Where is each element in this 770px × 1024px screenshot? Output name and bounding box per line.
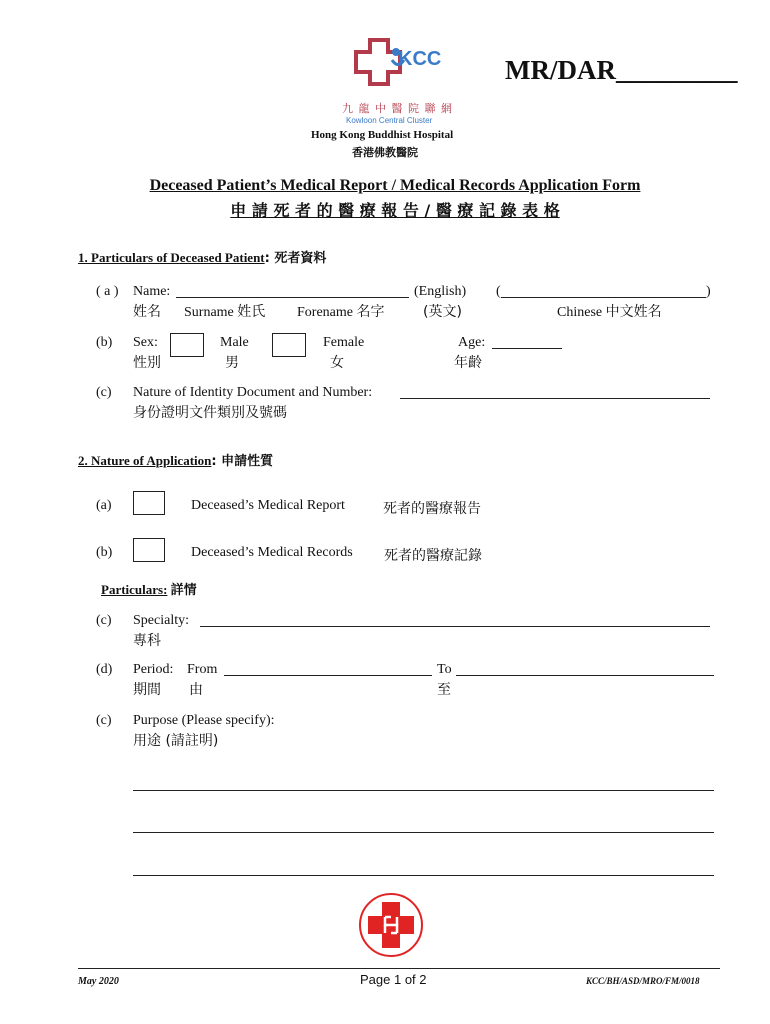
logo-en: Kowloon Central Cluster bbox=[346, 116, 433, 125]
hospital-en: Hong Kong Buddhist Hospital bbox=[311, 129, 454, 141]
ref-blank: _________ bbox=[615, 55, 738, 85]
footer-date: May 2020 bbox=[78, 976, 119, 987]
forename-label: Forename 名字 bbox=[297, 305, 385, 320]
section1-heading-en: 1. Particulars of Deceased Patient bbox=[78, 250, 265, 265]
report-marker: (a) bbox=[96, 498, 112, 513]
records-label: Deceased’s Medical Records bbox=[191, 545, 353, 560]
particulars-cn: 詳情 bbox=[170, 583, 197, 598]
manji-cross-icon bbox=[358, 892, 424, 958]
chinese-name-label: Chinese 中文姓名 bbox=[557, 305, 662, 320]
sex-marker: (b) bbox=[96, 335, 113, 350]
section2-heading-en: 2. Nature of Application bbox=[78, 453, 212, 468]
sex-cn: 性別 bbox=[133, 355, 161, 371]
english-label: (English) bbox=[414, 284, 467, 299]
female-checkbox[interactable] bbox=[272, 333, 306, 357]
sex-label: Sex: bbox=[133, 335, 158, 350]
name-label: Name: bbox=[133, 284, 171, 299]
title-en: Deceased Patient’s Medical Report / Medical Records Application Form bbox=[149, 177, 641, 194]
purpose-line-1[interactable] bbox=[133, 790, 714, 791]
purpose-line-3[interactable] bbox=[133, 875, 714, 876]
to-field[interactable] bbox=[456, 675, 714, 676]
male-checkbox[interactable] bbox=[170, 333, 204, 357]
english-cn-label: (英文) bbox=[423, 304, 462, 320]
ref-label: MR/DAR bbox=[505, 55, 616, 85]
section2-heading-cn: : 申請性質 bbox=[211, 454, 274, 469]
age-label: Age: bbox=[458, 335, 486, 350]
name-marker: ( a ) bbox=[96, 284, 119, 299]
id-label: Nature of Identity Document and Number: bbox=[133, 385, 373, 400]
particulars-heading bbox=[101, 579, 197, 598]
section2-heading bbox=[78, 450, 273, 469]
surname-label: Surname 姓氏 bbox=[184, 305, 266, 320]
male-cn: 男 bbox=[225, 355, 239, 371]
purpose-marker: (c) bbox=[96, 713, 112, 728]
name-english-field[interactable] bbox=[176, 297, 409, 298]
period-marker: (d) bbox=[96, 662, 113, 677]
age-field[interactable] bbox=[492, 348, 562, 349]
chinese-close: ) bbox=[706, 284, 711, 299]
name-chinese-field[interactable] bbox=[501, 297, 706, 298]
from-field[interactable] bbox=[224, 675, 432, 676]
report-cn: 死者的醫療報告 bbox=[383, 501, 481, 517]
male-label: Male bbox=[220, 335, 249, 350]
from-cn: 由 bbox=[189, 682, 203, 698]
report-checkbox[interactable] bbox=[133, 491, 165, 515]
to-cn: 至 bbox=[437, 682, 451, 698]
title-cn: 申 請 死 者 的 醫 療 報 告 / 醫 療 記 錄 表 格 bbox=[230, 201, 560, 220]
chinese-open: ( bbox=[496, 284, 501, 299]
specialty-marker: (c) bbox=[96, 613, 112, 628]
footer-code: KCC/BH/ASD/MRO/FM/0018 bbox=[586, 976, 700, 986]
records-marker: (b) bbox=[96, 545, 113, 560]
id-marker: (c) bbox=[96, 385, 112, 400]
records-checkbox[interactable] bbox=[133, 538, 165, 562]
specialty-cn: 專科 bbox=[133, 633, 161, 649]
id-cn: 身份證明文件類別及號碼 bbox=[133, 405, 287, 421]
purpose-label: Purpose (Please specify): bbox=[133, 713, 275, 728]
period-cn: 期間 bbox=[133, 682, 161, 698]
female-label: Female bbox=[323, 335, 365, 350]
specialty-field[interactable] bbox=[200, 626, 710, 627]
period-label: Period: bbox=[133, 662, 174, 677]
section1-heading-cn: : 死者資料 bbox=[264, 251, 327, 266]
logo-cn: 九 龍 中 醫 院 聯 網 bbox=[342, 102, 453, 115]
purpose-line-2[interactable] bbox=[133, 832, 714, 833]
logo-abbr: KCC bbox=[398, 48, 442, 70]
specialty-label: Specialty: bbox=[133, 613, 189, 628]
from-label: From bbox=[187, 662, 218, 677]
female-cn: 女 bbox=[330, 355, 344, 371]
section1-heading bbox=[78, 247, 326, 266]
ref-number bbox=[505, 55, 737, 86]
footer-rule bbox=[78, 968, 720, 969]
particulars-en: Particulars: bbox=[101, 582, 168, 597]
records-cn: 死者的醫療記錄 bbox=[384, 548, 482, 564]
id-field[interactable] bbox=[400, 398, 710, 399]
to-label: To bbox=[437, 662, 452, 677]
buddhist-emblem bbox=[358, 892, 424, 958]
purpose-cn: 用途 (請註明) bbox=[133, 733, 219, 749]
name-cn: 姓名 bbox=[133, 304, 161, 320]
age-cn: 年齡 bbox=[454, 355, 482, 371]
report-label: Deceased’s Medical Report bbox=[191, 498, 345, 513]
footer-page: Page 1 of 2 bbox=[360, 972, 427, 987]
hospital-cn: 香港佛教醫院 bbox=[352, 146, 418, 159]
